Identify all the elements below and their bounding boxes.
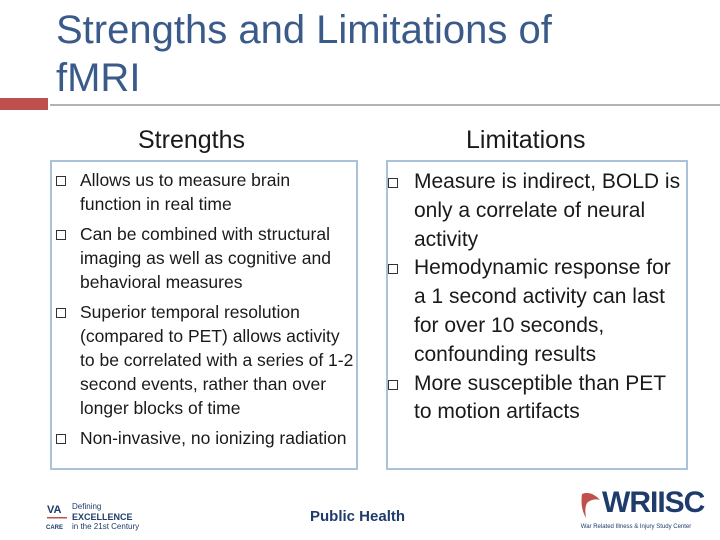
strengths-heading: Strengths: [138, 126, 246, 154]
slide-title: Strengths and Limitations of fMRI: [56, 8, 552, 100]
wriisc-wordmark: WRIISC: [602, 486, 705, 519]
list-item: [56, 222, 356, 294]
svg-text:CARE: CARE: [46, 525, 64, 531]
checkbox-bullet-icon: [56, 308, 66, 318]
strengths-list: [56, 168, 356, 456]
list-item: [56, 168, 356, 216]
title-accent-bar: [0, 98, 48, 110]
list-item: [388, 254, 688, 369]
limitation-text: Measure is indirect, BOLD is only a correlate of neural activity: [414, 170, 681, 251]
va-logo: [46, 498, 156, 538]
svg-text:VA: VA: [47, 504, 62, 516]
public-health-label: Public Health: [310, 508, 406, 525]
checkbox-bullet-icon: [388, 264, 398, 274]
list-item: [56, 426, 356, 450]
list-item: [56, 300, 356, 420]
checkbox-bullet-icon: [388, 380, 398, 390]
strength-text: Can be combined with structural imaging as well as cognitive and behavioral measures: [80, 224, 331, 292]
va-emblem-icon: [46, 500, 68, 534]
checkbox-bullet-icon: [388, 178, 398, 188]
checkbox-bullet-icon: [56, 176, 66, 186]
list-item: [388, 168, 688, 254]
title-divider: [50, 104, 720, 106]
va-tagline: Defining EXCELLENCE in the 21st Century: [72, 502, 140, 531]
checkbox-bullet-icon: [56, 230, 66, 240]
strength-text: Non-invasive, no ionizing radiation: [80, 428, 347, 448]
strength-text: Allows us to measure brain function in real time: [80, 170, 291, 214]
limitation-text: More susceptible than PET to motion artifacts: [414, 371, 666, 424]
checkbox-bullet-icon: [56, 434, 66, 444]
limitations-heading: Limitations: [466, 126, 586, 154]
list-item: [388, 370, 688, 428]
limitations-list: [388, 168, 688, 427]
wriisc-logo: [580, 486, 705, 538]
strength-text: Superior temporal resolution (compared to PET) allows activity to be correlated with a series of 1-2 second events, rather than over longer blocks of time: [80, 302, 354, 418]
limitation-text: Hemodynamic response for a 1 second activity can last for over 10 seconds, confounding results: [414, 256, 671, 366]
wriisc-emblem-icon: [580, 492, 602, 520]
wriisc-subtitle: War Related Illness & Injury Study Center: [580, 524, 692, 530]
